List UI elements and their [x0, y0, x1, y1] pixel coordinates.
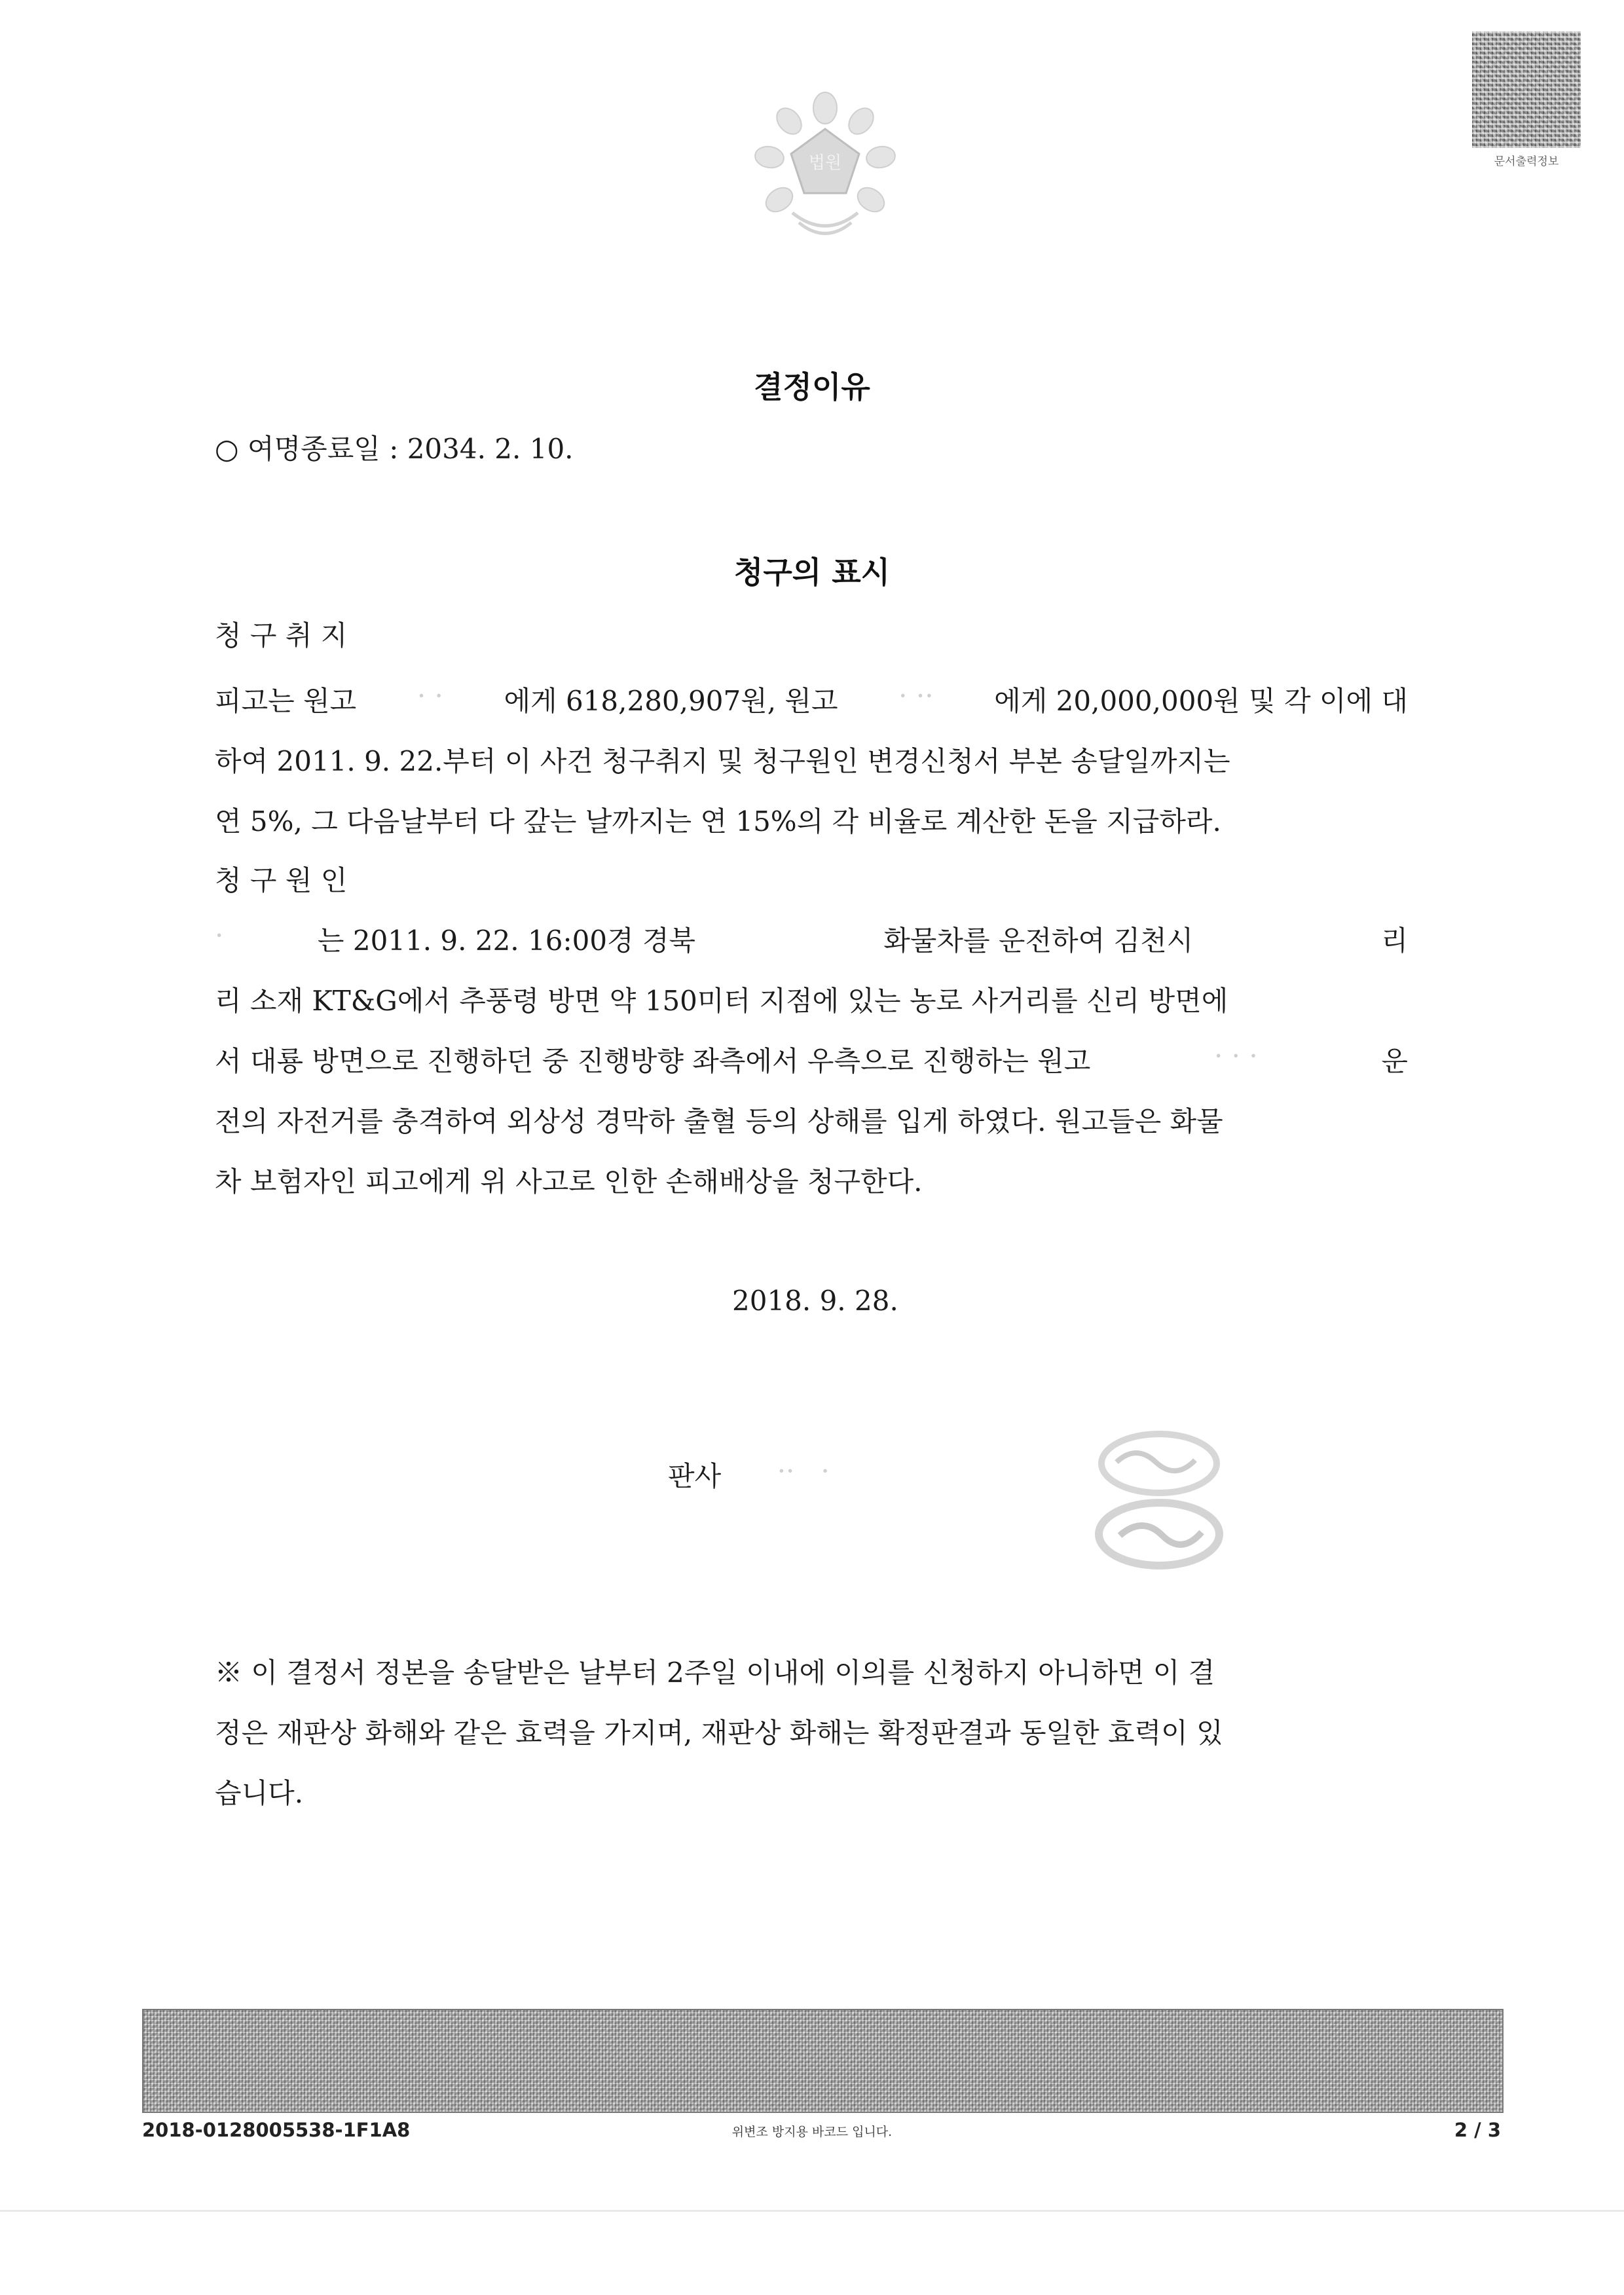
purpose-text-c: 에게 20,000,000원 및 각 이에 대 [994, 685, 1408, 717]
cause-line-3-end: 운 [1381, 1045, 1408, 1077]
claim-cause-line-3 [215, 1040, 1408, 1079]
cause-text-b: 화물차를 운전하여 김천시 [883, 925, 1194, 957]
anti-forgery-barcode-icon [142, 2009, 1504, 2113]
claim-cause-line-1 [215, 919, 1408, 959]
barcode-note: 위변조 방지용 바코드 입니다. [731, 2125, 893, 2139]
decision-date: 2018. 9. 28. [732, 1285, 898, 1317]
qr-caption: 문서출력정보 [1494, 155, 1559, 168]
claim-cause-line-2: 리 소재 KT&G에서 추풍령 방면 약 150미터 지점에 있는 농로 사거리를 신리 방면에 [215, 985, 1228, 1017]
redacted-plaintiff-1: · · [417, 680, 443, 719]
notice-line-1 [215, 1651, 1408, 1691]
claim-purpose-line-3: 연 5%, 그 다음날부터 다 갚는 날까지는 연 15%의 각 비율로 계산한 돈을 지급하라. [215, 805, 1221, 837]
redacted-plaintiff-3: · · · [1214, 1040, 1258, 1079]
claim-cause-title: 청 구 원 인 [215, 864, 348, 896]
scan-edge-divider [0, 2210, 1624, 2212]
cause-text-c: 리 [1381, 925, 1408, 957]
cause-text-a: 는 2011. 9. 22. 16:00경 경북 [317, 925, 696, 957]
passport-expiry-line: ○ 여명종료일 : 2034. 2. 10. [215, 433, 574, 465]
purpose-text-a: 피고는 원고 [215, 685, 357, 717]
section-heading-reason: 결정이유 [754, 369, 870, 405]
court-emblem-icon [747, 88, 904, 246]
claim-purpose-line-2 [215, 740, 1408, 779]
judge-label: 판사 [668, 1460, 722, 1492]
document-number: 2018-0128005538-1F1A8 [142, 2119, 411, 2141]
claim-purpose-title: 청 구 취 지 [215, 619, 348, 652]
redacted-judge-name: ·· · [760, 1455, 847, 1487]
claim-cause-line-5: 차 보험자인 피고에게 위 사고로 인한 손해배상을 청구한다. [215, 1166, 923, 1198]
svg-text:법원: 법원 [808, 153, 842, 173]
redacted-defendant-driver: · [215, 919, 223, 959]
notice-line-1-text: ※ 이 결정서 정본을 송달받은 날부터 2주일 이내에 이의를 신청하지 아니하면 이 결 [215, 1657, 1215, 1689]
qr-code-icon [1472, 31, 1581, 148]
claim-cause-line-4: 전의 자전거를 충격하여 외상성 경막하 출혈 등의 상해를 입게 하였다. 원고들은 화물 [215, 1105, 1223, 1137]
judge-seal-stamp-icon [1090, 1424, 1228, 1571]
purpose-text-b: 에게 618,280,907원, 원고 [504, 685, 838, 717]
notice-line-2-text: 정은 재판상 화해와 같은 효력을 가지며, 재판상 화해는 확정판결과 동일한 효력이 있 [215, 1717, 1223, 1749]
claim-purpose-line-1 [215, 680, 1408, 719]
section-heading-claim: 청구의 표시 [733, 555, 891, 590]
purpose-line-2-text: 하여 2011. 9. 22.부터 이 사건 청구취지 및 청구원인 변경신청서 부본 송달일까지는 [215, 745, 1230, 777]
redacted-plaintiff-2: · ·· [898, 680, 933, 719]
notice-line-3: 습니다. [215, 1777, 304, 1809]
cause-line-3-text: 서 대룡 방면으로 진행하던 중 진행방향 좌측에서 우측으로 진행하는 원고 [215, 1045, 1091, 1077]
page-number: 2 / 3 [1454, 2119, 1501, 2141]
notice-line-2 [215, 1712, 1408, 1751]
